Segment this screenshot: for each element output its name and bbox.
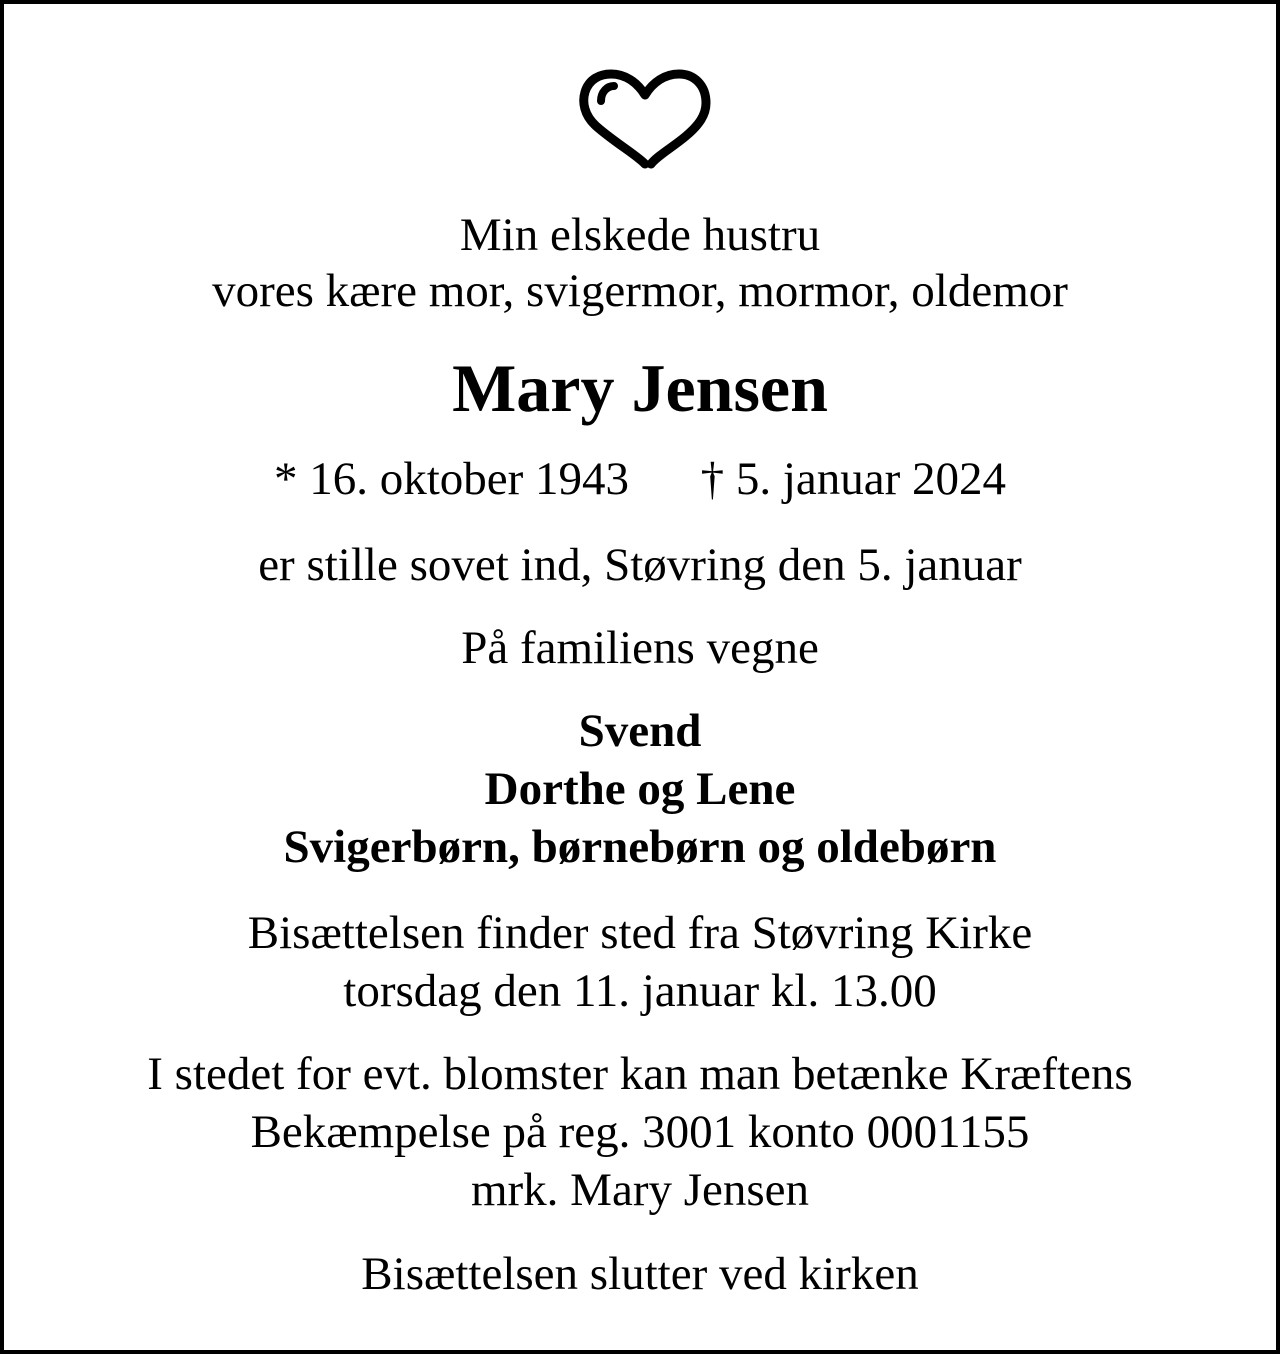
donation-line-1: I stedet for evt. blomster kan man betænke Kræftens xyxy=(147,1048,1133,1100)
heart-icon xyxy=(578,68,712,172)
service-line-2: torsdag den 11. januar kl. 13.00 xyxy=(343,965,937,1017)
deceased-name: Mary Jensen xyxy=(452,350,828,426)
service-line-1: Bisættelsen finder sted fra Støvring Kirke xyxy=(247,907,1033,959)
family-line-2: Dorthe og Lene xyxy=(484,763,796,815)
born-symbol: * xyxy=(273,453,298,505)
donation-line-2: Bekæmpelse på reg. 3001 konto 0001155 xyxy=(250,1106,1030,1158)
closing-line: Bisættelsen slutter ved kirken xyxy=(361,1248,919,1300)
death-date: 5. januar 2024 xyxy=(735,453,1006,505)
passing-line: er stille sovet ind, Støvring den 5. januar xyxy=(258,539,1022,591)
on-behalf-line: På familiens vegne xyxy=(461,622,819,674)
birth-date: 16. oktober 1943 xyxy=(309,453,630,505)
intro-line-2: vores kære mor, svigermor, mormor, oldemor xyxy=(212,265,1068,317)
family-line-3: Svigerbørn, børnebørn og oldebørn xyxy=(283,821,997,873)
life-dates xyxy=(4,453,1276,505)
family-line-1: Svend xyxy=(578,705,702,757)
intro-line-1: Min elskede hustru xyxy=(459,209,821,261)
donation-line-3: mrk. Mary Jensen xyxy=(470,1164,810,1216)
died-symbol: † xyxy=(700,453,725,505)
